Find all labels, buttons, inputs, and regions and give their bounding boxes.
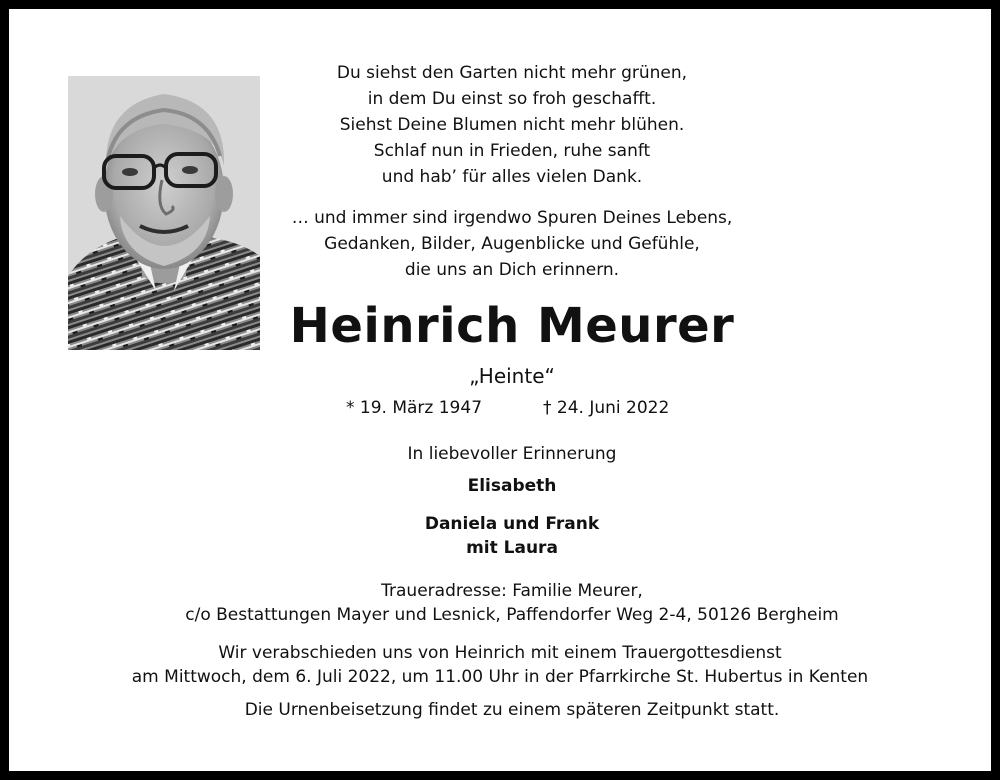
deceased-nickname: „Heinte“ [469, 364, 555, 388]
verse-line: Gedanken, Bilder, Augenblicke und Gefühle, [324, 234, 700, 254]
verse-line: und hab’ für alles vielen Dank. [381, 167, 643, 187]
verse-line: in dem Du einst so froh geschafft. [367, 89, 657, 109]
deceased-name: Heinrich Meurer [289, 298, 735, 354]
verse-line: Siehst Deine Blumen nicht mehr blühen. [339, 115, 685, 135]
address-line-2: c/o Bestattungen Mayer und Lesnick, Paffendorfer Weg 2-4, 50126 Bergheim [185, 605, 839, 625]
verse-line: die uns an Dich erinnern. [404, 260, 620, 280]
verse-line: Schlaf nun in Frieden, ruhe sanft [373, 141, 651, 161]
family-spouse: Elisabeth [467, 476, 557, 496]
verse-line: Du siehst den Garten nicht mehr grünen, [336, 63, 688, 83]
birth-date: * 19. März 1947 [346, 398, 483, 418]
service-line-2: am Mittwoch, dem 6. Juli 2022, um 11.00 Uhr in der Pfarrkirche St. Hubertus in Kenten [131, 667, 869, 687]
verse-block-2 [262, 205, 762, 283]
remembrance-text: In liebevoller Erinnerung [407, 444, 617, 464]
death-date: † 24. Juni 2022 [543, 398, 670, 418]
verse-block-1 [262, 60, 762, 190]
burial-note: Die Urnenbeisetzung findet zu einem späteren Zeitpunkt statt. [244, 700, 780, 720]
family-grandchild: mit Laura [466, 538, 558, 558]
portrait-photo [68, 76, 260, 350]
service-line-1: Wir verabschieden uns von Heinrich mit einem Trauergottesdienst [218, 643, 782, 663]
address-line-1: Traueradresse: Familie Meurer, [381, 581, 643, 601]
family-children: Daniela und Frank [424, 514, 600, 534]
verse-line: … und immer sind irgendwo Spuren Deines Lebens, [291, 208, 733, 228]
